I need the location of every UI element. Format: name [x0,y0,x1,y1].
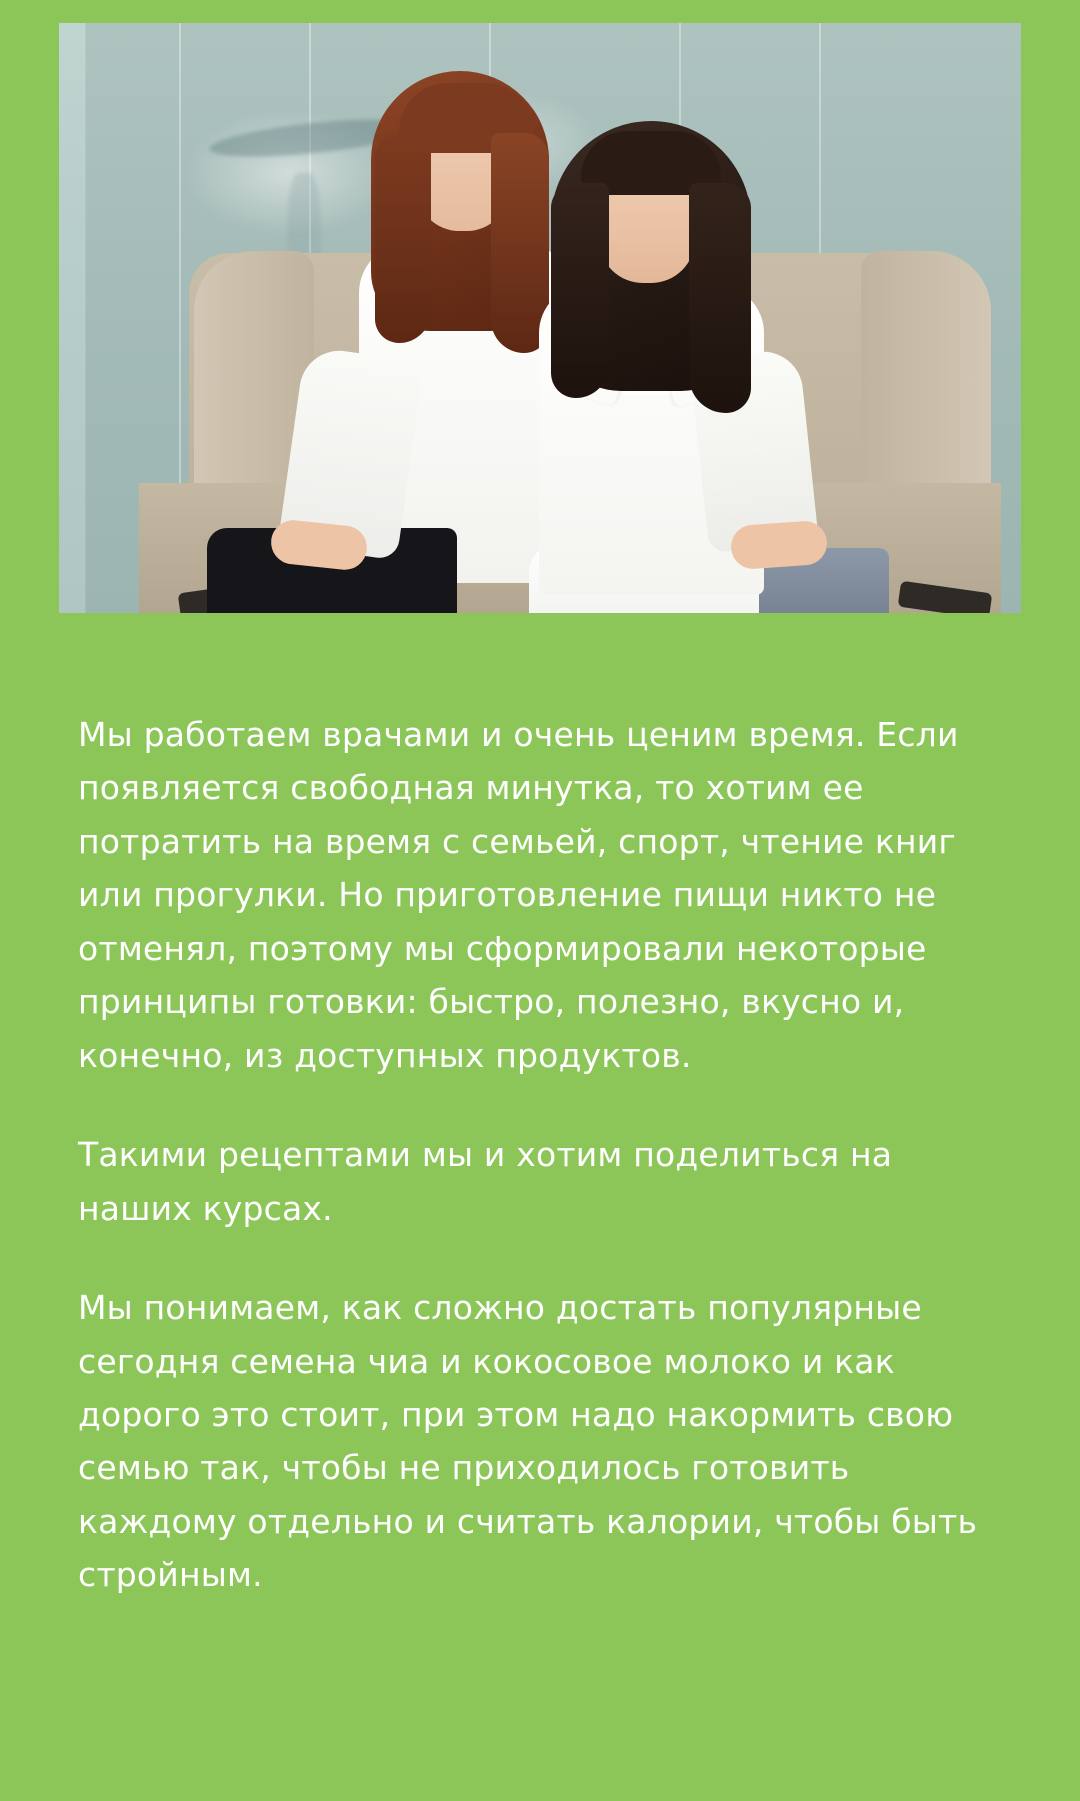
paragraph-1: Мы работаем врачами и очень ценим время. Если появляется свободная минутка, то хотим ее потратить на время с семьей, спорт, чтение книг или прогулки. Но приготовление пищи никто не отменял, поэтому мы сформировали некоторые принципы готовки: быстро, полезно, вкусно и, конечно, из доступных продуктов. [78,715,959,1075]
person-right-hair-side-left [551,183,609,398]
two-doctors-photo [59,23,1021,613]
photo-background-wall [59,23,1021,613]
article-body [0,613,1080,1602]
person-right-hair-side-right [689,183,751,413]
paragraph-2: Такими рецептами мы и хотим поделиться на наших курсах. [78,1135,893,1228]
paragraph-3: Мы понимаем, как сложно достать популярные сегодня семена чиа и кокосовое молоко и как дорого это стоит, при этом надо накормить свою семью так, чтобы не приходилось готовить каждому отдельно и считать калории, чтобы быть стройным. [78,1288,978,1595]
page-root [0,23,1080,1801]
person-right-hand [730,520,829,571]
person-left-hair-side-left [375,133,431,343]
